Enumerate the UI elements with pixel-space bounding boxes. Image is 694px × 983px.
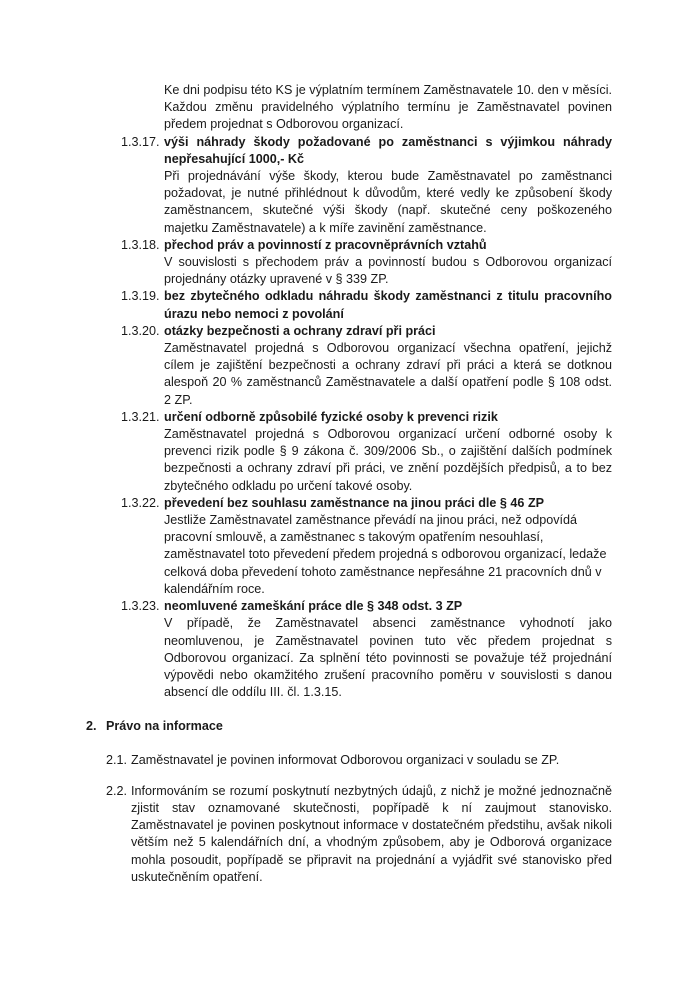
- item-number: 1.3.19.: [121, 289, 160, 304]
- subitem-number: 2.1.: [106, 752, 128, 767]
- subitem-text: Zaměstnavatel je povinen informovat Odborovou organizaci v souladu se ZP.: [131, 752, 560, 767]
- item-body: V případě, že Zaměstnavatel absenci zaměstnance vyhodnotí jako neomluvenou, je Zaměstnavatel povinen tuto věc předem projednat s Odborovou organizací. Za splnění této povinnosti se považuje též projednání výpovědi nebo okamžitého zrušení pracovního poměru v souvislosti s danou absencí dle oddílu III. čl. 1.3.15.: [164, 616, 612, 700]
- list-item-1-3-18: [0, 237, 694, 289]
- item-body: Při projednávání výše škody, kterou bude Zaměstnavatel po zaměstnanci požadovat, je nutné přihlédnout k důvodům, které vedly ke způsobení škody zaměstnancem, skutečné výši škody (např. skutečné ceny poškozeného majetku Zaměstnavatele) a k míře zavinění zaměstnance.: [164, 169, 612, 235]
- continuation-paragraph: Ke dni podpisu této KS je výplatním termínem Zaměstnavatele 10. den v měsíci. Každou změnu pravidelného výplatního termínu je Zaměstnavatel povinen předem projednat s Odborovou organizací.: [164, 83, 612, 132]
- item-body: V souvislosti s přechodem práv a povinností budou s Odborovou organizací projednány otázky upravené v § 339 ZP.: [164, 255, 612, 287]
- list-item-1-3-19: [0, 288, 694, 322]
- subitem-2-1: [0, 752, 694, 769]
- subitem-2-2: [0, 783, 694, 886]
- document-content: [0, 82, 694, 886]
- section-heading: [0, 718, 694, 735]
- item-number: 1.3.23.: [121, 599, 160, 614]
- item-body: Zaměstnavatel projedná s Odborovou organizací všechna opatření, jejichž cílem je zajištění bezpečnosti a ochrany zdraví při práci a která se dotknou alespoň 20 % zaměstnanců Zaměstnavatele a další opatření podle § 108 odst. 2 ZP.: [164, 341, 612, 407]
- section-number: 2.: [86, 719, 97, 734]
- list-item-1-3-21: [0, 409, 694, 495]
- list-item-1-3-22: [0, 495, 694, 598]
- section-title: Právo na informace: [106, 719, 223, 734]
- item-number: 1.3.18.: [121, 237, 160, 252]
- list-item-1-3-17: [0, 134, 694, 237]
- list-item-1-3-23: [0, 598, 694, 701]
- item-title: výši náhrady škody požadované po zaměstnanci s výjimkou náhrady nepřesahující 1000,- Kč: [164, 134, 612, 166]
- item-title: přechod práv a povinností z pracovněprávních vztahů: [164, 237, 487, 252]
- item-title: převedení bez souhlasu zaměstnance na jinou práci dle § 46 ZP: [164, 495, 545, 510]
- item-number: 1.3.20.: [121, 323, 160, 338]
- subitem-number: 2.2.: [106, 783, 128, 798]
- item-title: otázky bezpečnosti a ochrany zdraví při práci: [164, 323, 436, 338]
- item-number: 1.3.21.: [121, 409, 160, 424]
- item-number: 1.3.17.: [121, 134, 160, 149]
- subitem-text: Informováním se rozumí poskytnutí nezbytných údajů, z nichž je možné jednoznačně zjistit stav oznamované skutečnosti, popřípadě k ní zaujmout stanovisko. Zaměstnavatel je povinen poskytnout informace v dostatečném předstihu, avšak nikoli větším než 5 kalendářních dní, a vhodným způsobem, aby je Odborová organizace mohla posoudit, popřípadě se připravit na projednání a vyjádřit své stanovisko před uskutečněním opatření.: [131, 783, 612, 884]
- item-title: neomluvené zameškání práce dle § 348 odst. 3 ZP: [164, 599, 463, 614]
- item-title: bez zbytečného odkladu náhradu škody zaměstnanci z titulu pracovního úrazu nebo nemoci z povolání: [164, 289, 612, 321]
- item-body: Zaměstnavatel projedná s Odborovou organizací určení odborné osoby k prevenci rizik podle § 9 zákona č. 309/2006 Sb., o zajištění dalších podmínek bezpečnosti a ochrany zdraví při práci, ve znění pozdějších předpisů, a to bez zbytečného odkladu po určení takové osoby.: [164, 427, 612, 493]
- item-body: Jestliže Zaměstnavatel zaměstnance převádí na jinou práci, než odpovídá pracovní smlouvě, a zaměstnanec s takovým opatřením nesouhlasí, zaměstnavatel toto převedení předem projedná s odborovou organizací, ledaže celková doba převedení tohoto zaměstnance nepřesáhne 21 pracovních dnů v kalendářním roce.: [164, 513, 607, 596]
- item-number: 1.3.22.: [121, 495, 160, 510]
- item-title: určení odborně způsobilé fyzické osoby k prevenci rizik: [164, 409, 498, 424]
- list-item-1-3-20: [0, 323, 694, 409]
